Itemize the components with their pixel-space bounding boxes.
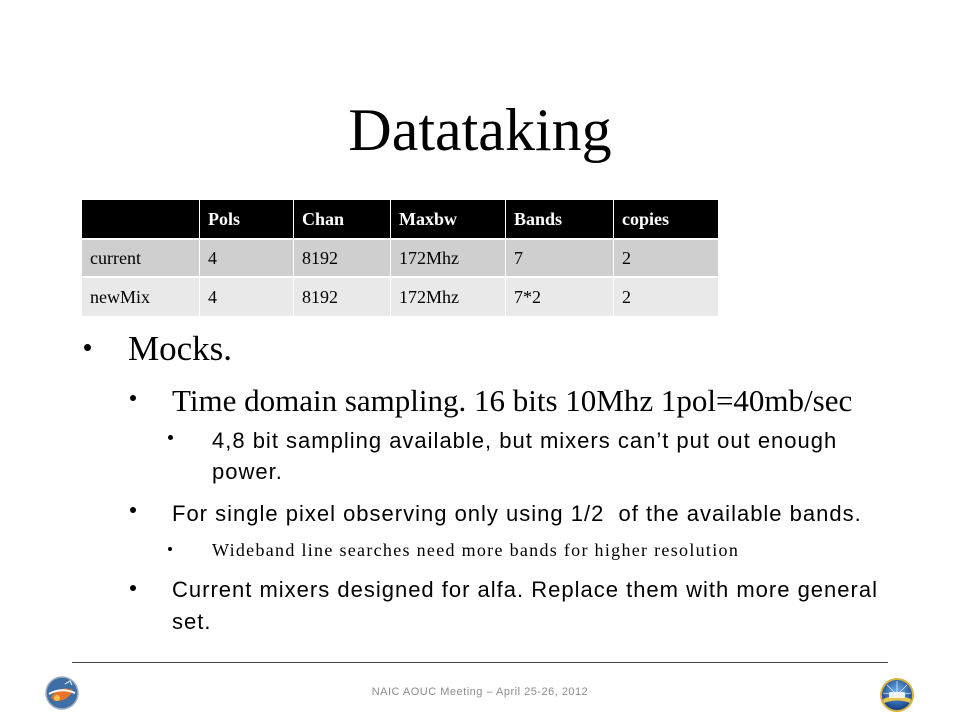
bullet-wideband: Wideband line searches need more bands for higher resolution <box>212 540 740 560</box>
table-header-pols: Pols <box>200 200 294 240</box>
bullet-time-domain: Time domain sampling. 16 bits 10Mhz 1pol=40mb/sec <box>172 383 853 418</box>
bullet-current-mixers: Current mixers designed for alfa. Replace them with more general set. <box>172 577 878 634</box>
bullet-marker <box>130 585 136 591</box>
table-cell: 8192 <box>294 240 391 278</box>
table-header-bands: Bands <box>506 200 614 240</box>
table-cell-row-label: current <box>82 240 200 278</box>
datataking-table <box>82 200 718 316</box>
bullet-bit-sampling: 4,8 bit sampling available, but mixers can’t put out enough power. <box>212 428 838 484</box>
table-cell: 172Mhz <box>391 240 506 278</box>
footer-text: NAIC AOUC Meeting – April 25-26, 2012 <box>371 686 589 698</box>
table-cell: 2 <box>614 278 718 316</box>
bullet-marker <box>130 395 136 401</box>
bullet-marker <box>168 547 172 551</box>
table-cell-row-label: newMix <box>82 278 200 316</box>
footer-divider <box>72 662 888 663</box>
table-cell: 4 <box>200 278 294 316</box>
bullet-marker <box>130 507 136 513</box>
slide-title: Datataking <box>348 97 612 163</box>
table-cell: 8192 <box>294 278 391 316</box>
table-cell: 4 <box>200 240 294 278</box>
table-corner-cell <box>82 200 200 240</box>
naic-logo-icon <box>45 676 79 710</box>
bullet-mocks: Mocks. <box>128 329 233 368</box>
bullet-marker <box>168 435 173 440</box>
table-header-chan: Chan <box>294 200 391 240</box>
bullet-marker <box>84 344 91 351</box>
table-cell: 2 <box>614 240 718 278</box>
table-cell: 7*2 <box>506 278 614 316</box>
table-header-copies: copies <box>614 200 718 240</box>
table-cell: 172Mhz <box>391 278 506 316</box>
table-cell: 7 <box>506 240 614 278</box>
nsf-logo-icon <box>879 677 915 713</box>
table-header-maxbw: Maxbw <box>391 200 506 240</box>
bullet-single-pixel: For single pixel observing only using 1/2 of the available bands. <box>172 501 862 526</box>
